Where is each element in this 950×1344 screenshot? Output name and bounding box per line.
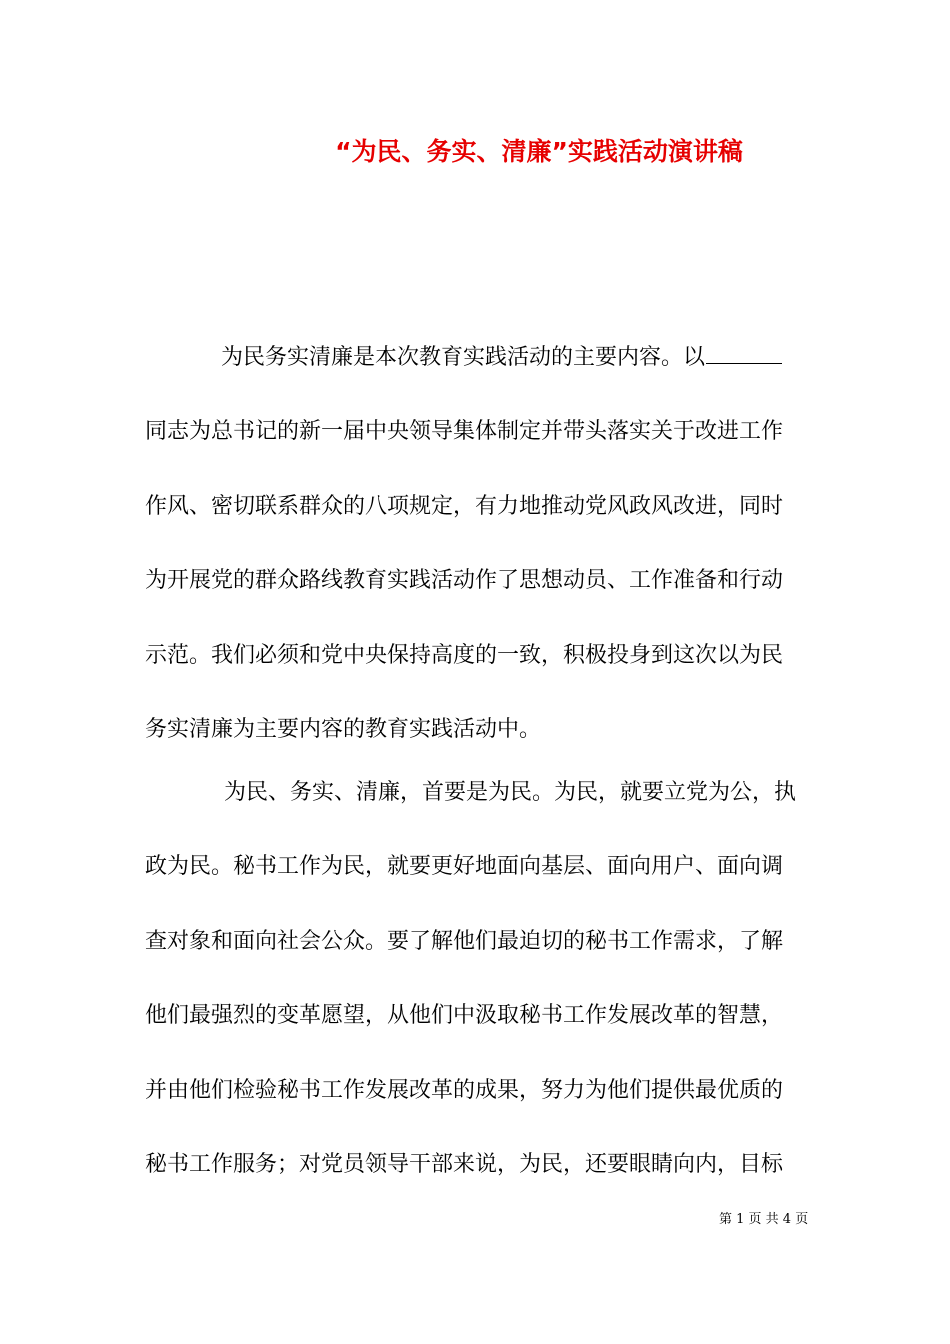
fill-in-blank xyxy=(706,343,782,364)
paragraph-line: 为开展党的群众路线教育实践活动作了思想动员、工作准备和行动 xyxy=(145,568,784,593)
paragraph-line: 他们最强烈的变革愿望，从他们中汲取秘书工作发展改革的智慧， xyxy=(145,1003,784,1028)
page-number: 第 1 页 共 4 页 xyxy=(719,1212,809,1227)
paragraph-line: 政为民。秘书工作为民，就要更好地面向基层、面向用户、面向调 xyxy=(145,854,784,879)
paragraph-line: 并由他们检验秘书工作发展改革的成果，努力为他们提供最优质的 xyxy=(145,1078,784,1103)
paragraph-line: 务实清廉为主要内容的教育实践活动中。 xyxy=(145,717,542,742)
paragraph-line: 为民、务实、清廉，首要是为民。为民，就要立党为公，执 xyxy=(224,780,797,805)
paragraph-line-text: 为民务实清廉是本次教育实践活动的主要内容。以 xyxy=(221,345,706,370)
paragraph-line: 查对象和面向社会公众。要了解他们最迫切的秘书工作需求，了解 xyxy=(145,929,784,954)
document-title: “为民、务实、清廉”实践活动演讲稿 xyxy=(335,137,743,166)
paragraph-line: 示范。我们必须和党中央保持高度的一致，积极投身到这次以为民 xyxy=(145,643,784,668)
paragraph-line: 秘书工作服务；对党员领导干部来说，为民，还要眼睛向内，目标 xyxy=(145,1152,784,1177)
paragraph-line: 同志为总书记的新一届中央领导集体制定并带头落实关于改进工作 xyxy=(145,419,784,444)
paragraph-line: 作风、密切联系群众的八项规定，有力地推动党风政风改进，同时 xyxy=(145,494,784,519)
paragraph-line xyxy=(221,343,782,373)
